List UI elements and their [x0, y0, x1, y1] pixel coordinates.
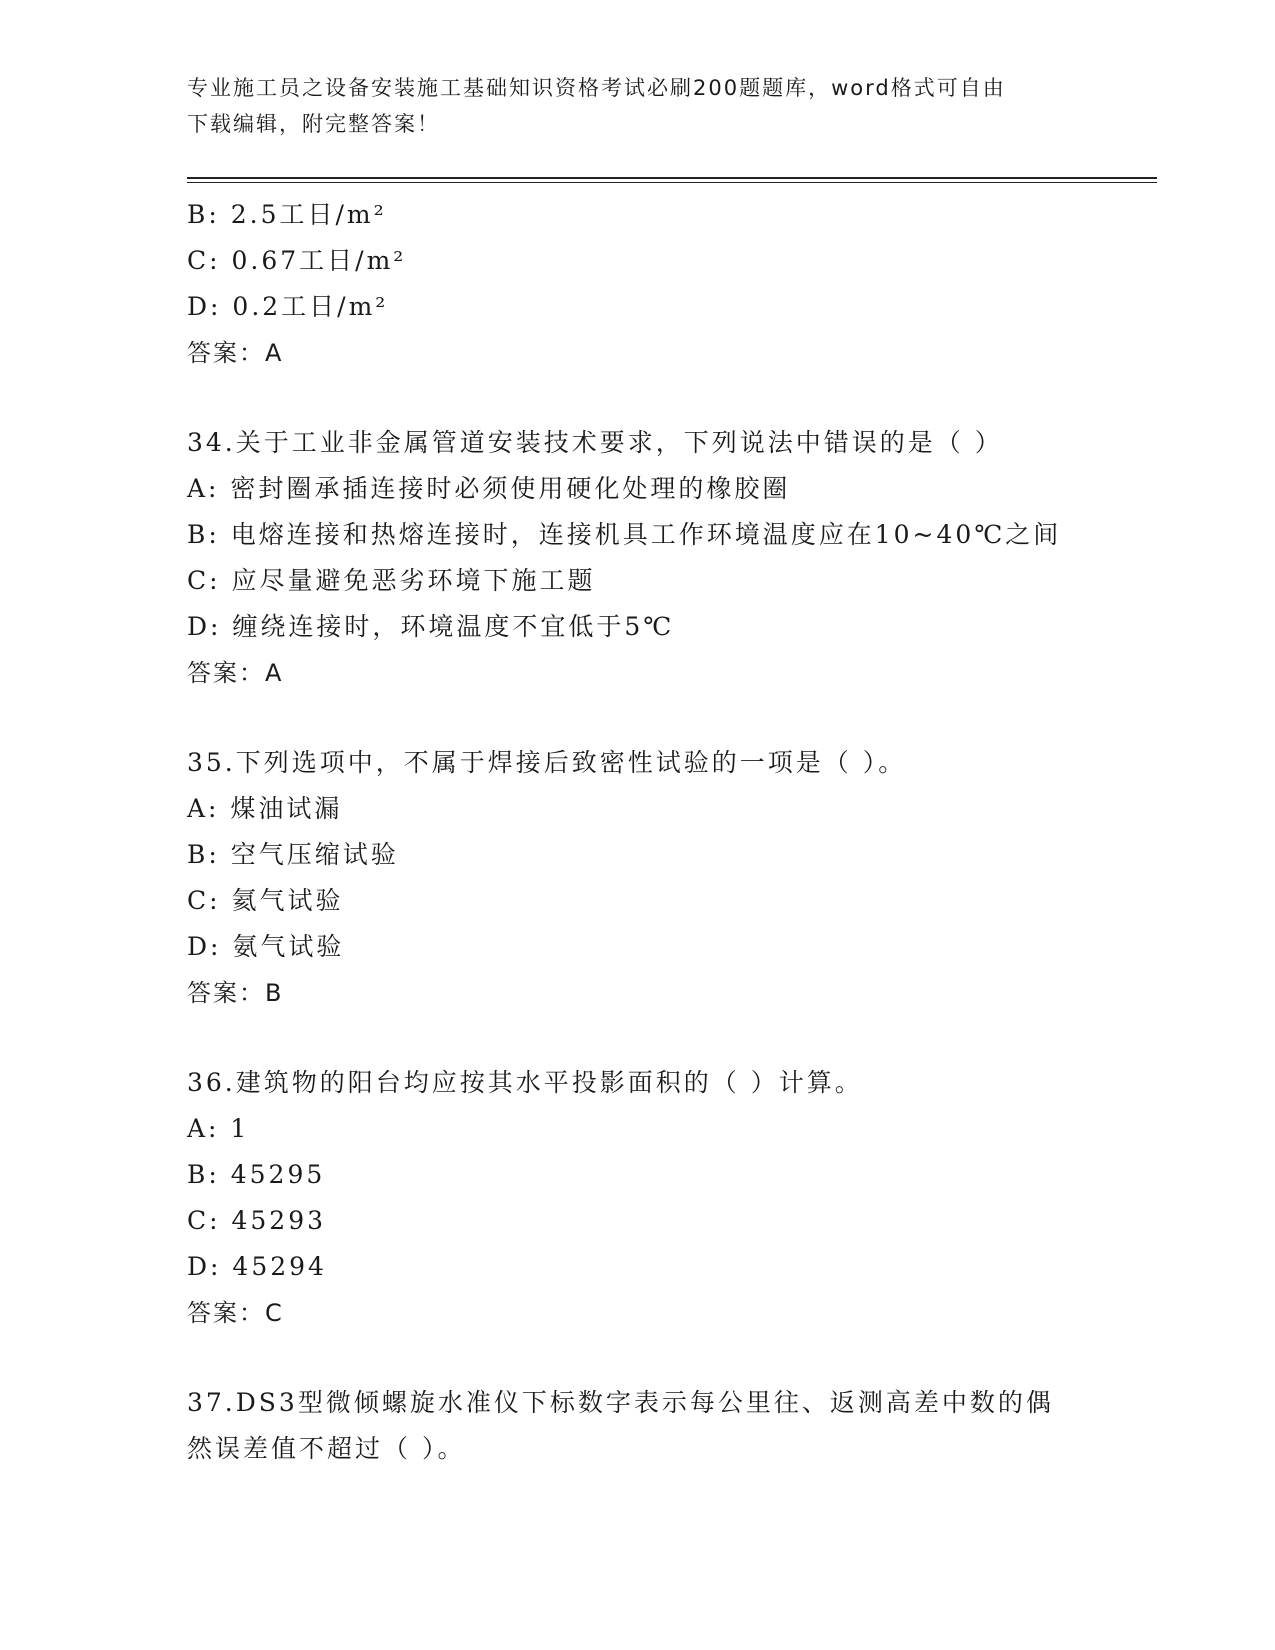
document-header	[187, 70, 1067, 142]
option-d: D: 0.2工日/m²	[187, 292, 389, 321]
option-d: D: 氨气试验	[187, 932, 345, 961]
option-a: A: 煤油试漏	[187, 794, 343, 823]
header-rule-thin	[187, 182, 1157, 183]
option-b: B: 45295	[187, 1160, 326, 1189]
header-line-2: 下载编辑，附完整答案！	[187, 112, 440, 136]
question-stem: 34.关于工业非金属管道安装技术要求，下列说法中错误的是（ ）	[187, 428, 1003, 457]
question-stem: 35.下列选项中，不属于焊接后致密性试验的一项是（ ）。	[187, 748, 907, 777]
question-stem: 36.建筑物的阳台均应按其水平投影面积的（ ）计算。	[187, 1068, 863, 1097]
option-c: C: 氦气试验	[187, 886, 344, 915]
option-d: D: 缠绕连接时，环境温度不宜低于5℃	[187, 612, 675, 641]
header-line-1: 专业施工员之设备安装施工基础知识资格考试必刷200题题库，word格式可自由	[187, 76, 1006, 100]
option-b: B: 电熔连接和热熔连接时，连接机具工作环境温度应在10~40℃之间	[187, 520, 1062, 549]
option-c: C: 应尽量避免恶劣环境下施工题	[187, 566, 596, 595]
answer: 答案：B	[187, 979, 284, 1007]
option-b: B: 空气压缩试验	[187, 840, 399, 869]
document-body	[187, 192, 1087, 1472]
option-a: A: 1	[187, 1114, 250, 1143]
question-stem-line-2: 然误差值不超过（ ）。	[187, 1434, 466, 1463]
option-c: C: 0.67工日/m²	[187, 246, 407, 275]
answer: 答案：A	[187, 659, 284, 687]
question-stem-line-1: 37.DS3型微倾螺旋水准仪下标数字表示每公里往、返测高差中数的偶	[187, 1388, 1054, 1417]
option-d: D: 45294	[187, 1252, 327, 1281]
option-c: C: 45293	[187, 1206, 327, 1235]
option-a: A: 密封圈承插连接时必须使用硬化处理的橡胶圈	[187, 474, 791, 503]
answer: 答案：A	[187, 339, 284, 367]
option-b: B: 2.5工日/m²	[187, 200, 387, 229]
header-rule-thick	[187, 177, 1157, 179]
answer: 答案：C	[187, 1299, 284, 1327]
